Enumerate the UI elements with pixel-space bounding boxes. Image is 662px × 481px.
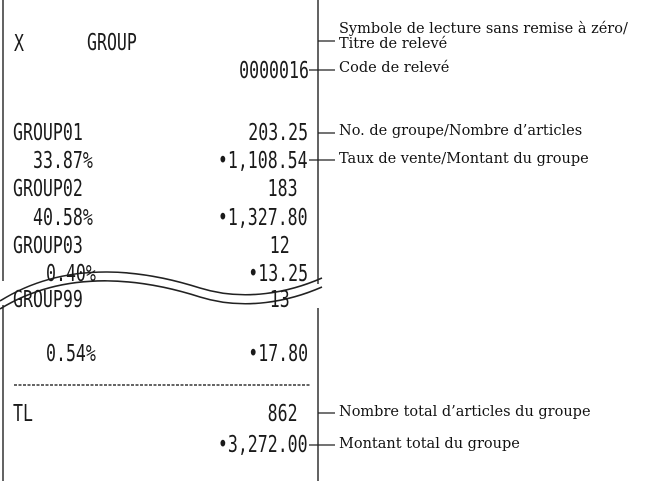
group-rate: 33.87% <box>33 148 93 174</box>
group-amount: •1,327.80 <box>218 205 308 231</box>
read-symbol: X <box>14 31 24 57</box>
group-rate: 40.58% <box>33 205 93 231</box>
group-rate: 0.40% <box>46 261 96 287</box>
annotation-symbol-title <box>339 22 628 52</box>
annotation-total-amount: Montant total du groupe <box>339 436 520 452</box>
group-count: 12 <box>270 233 290 259</box>
group-amount: •1,108.54 <box>218 148 308 174</box>
annotation-symbol-title-line1: Symbole de lecture sans remise à zéro/ <box>339 21 628 37</box>
annotation-group-count: No. de groupe/Nombre d’articles <box>339 123 583 139</box>
total-amount: •3,272.00 <box>218 432 308 458</box>
annotation-total-count: Nombre total d’articles du groupe <box>339 404 591 420</box>
report-title: GROUP <box>87 30 137 56</box>
group-amount: •17.80 <box>248 341 308 367</box>
group-count: 203.25 <box>248 120 308 146</box>
group-count: 183 <box>268 176 298 202</box>
group-count: 13 <box>270 287 290 313</box>
group-name: GROUP01 <box>13 120 83 146</box>
total-count: 862 <box>268 401 298 427</box>
annotation-rate-amount: Taux de vente/Montant du groupe <box>339 151 589 167</box>
report-code: 0000016 <box>239 58 309 84</box>
group-name: GROUP99 <box>13 287 83 313</box>
group-amount: •13.25 <box>248 261 308 287</box>
group-rate: 0.54% <box>46 341 96 367</box>
annotation-symbol-title-line2: Titre de relevé <box>339 36 448 53</box>
total-label: TL <box>13 401 33 427</box>
group-name: GROUP03 <box>13 233 83 259</box>
group-name: GROUP02 <box>13 176 83 202</box>
annotation-code: Code de relevé <box>339 60 450 76</box>
